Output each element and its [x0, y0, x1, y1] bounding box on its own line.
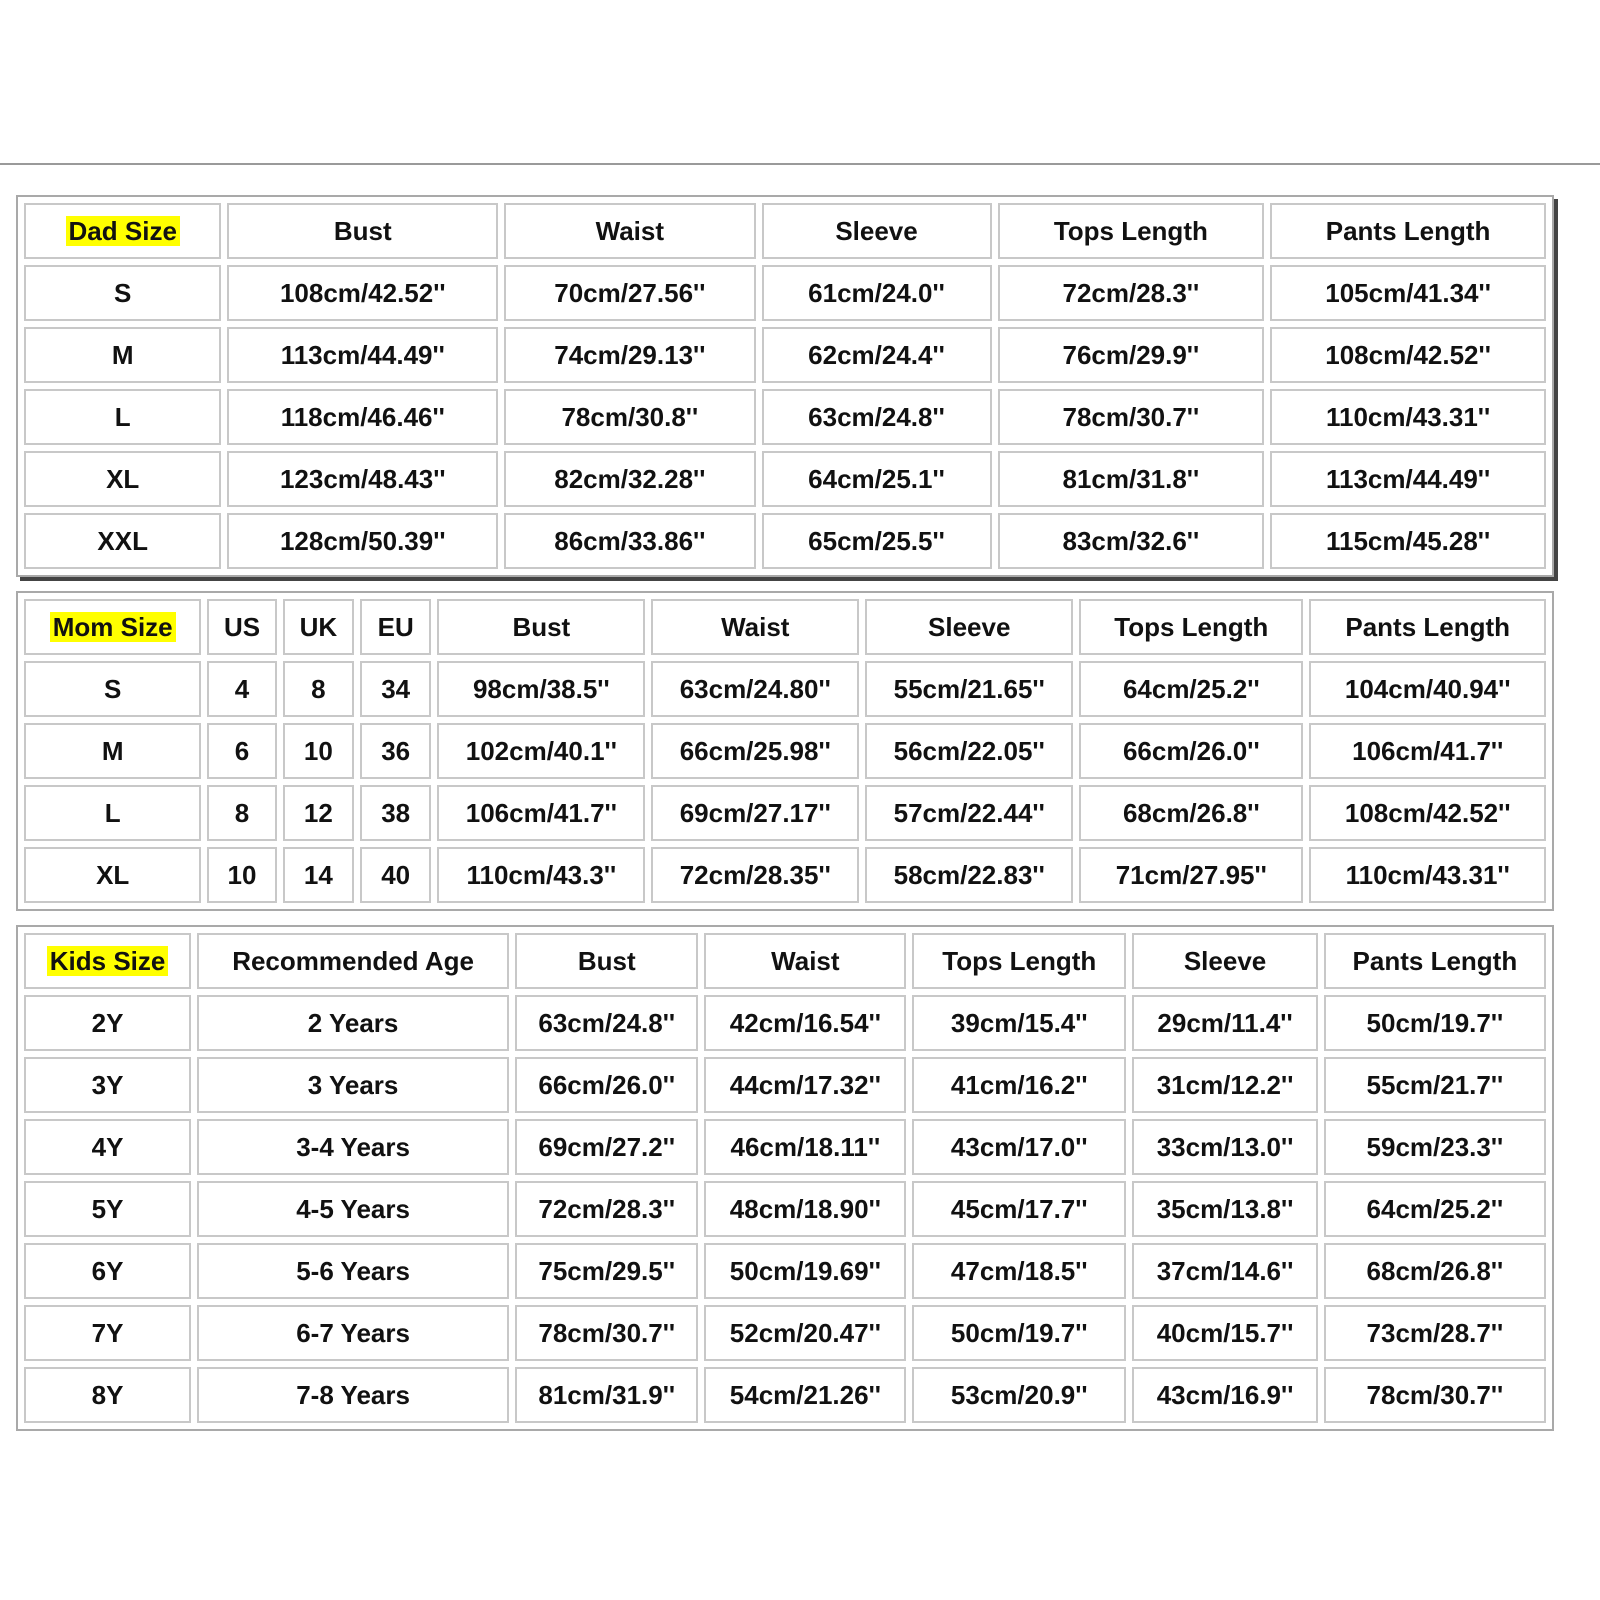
table-cell: 72cm/28.3'': [998, 265, 1265, 321]
table-cell: 14: [283, 847, 354, 903]
column-header: Tops Length: [1079, 599, 1303, 655]
table-cell: 78cm/30.7'': [998, 389, 1265, 445]
size-label: XXL: [24, 513, 221, 569]
table-cell: 3-4 Years: [197, 1119, 509, 1175]
kids-size-table: [16, 925, 1554, 1431]
table-cell: 36: [360, 723, 431, 779]
top-divider: [0, 163, 1600, 165]
table-cell: 46cm/18.11'': [704, 1119, 906, 1175]
table-cell: 38: [360, 785, 431, 841]
column-header: Bust: [227, 203, 498, 259]
column-header: Tops Length: [998, 203, 1265, 259]
size-label: XL: [24, 451, 221, 507]
table-cell: 78cm/30.7'': [515, 1305, 698, 1361]
column-header: Waist: [704, 933, 906, 989]
table-cell: 72cm/28.35'': [651, 847, 859, 903]
column-header: UK: [283, 599, 354, 655]
table-row: [24, 1057, 1546, 1113]
table-cell: 63cm/24.8'': [762, 389, 992, 445]
table-row: [24, 995, 1546, 1051]
table-cell: 83cm/32.6'': [998, 513, 1265, 569]
table-cell: 41cm/16.2'': [912, 1057, 1126, 1113]
table-cell: 108cm/42.52'': [1270, 327, 1546, 383]
size-label: 8Y: [24, 1367, 191, 1423]
table-cell: 78cm/30.8'': [504, 389, 755, 445]
table-cell: 50cm/19.7'': [1324, 995, 1546, 1051]
table-cell: 98cm/38.5'': [437, 661, 645, 717]
table-cell: 115cm/45.28'': [1270, 513, 1546, 569]
table-cell: 10: [207, 847, 276, 903]
size-label: M: [24, 327, 221, 383]
table-cell: 40cm/15.7'': [1132, 1305, 1317, 1361]
table-cell: 4-5 Years: [197, 1181, 509, 1237]
table-cell: 6: [207, 723, 276, 779]
table-cell: 55cm/21.65'': [865, 661, 1073, 717]
table-cell: 3 Years: [197, 1057, 509, 1113]
table-cell: 50cm/19.7'': [912, 1305, 1126, 1361]
table-cell: 61cm/24.0'': [762, 265, 992, 321]
mom-size-title: Mom Size: [24, 599, 201, 655]
table-row: [24, 785, 1546, 841]
table-cell: 37cm/14.6'': [1132, 1243, 1317, 1299]
table-cell: 50cm/19.69'': [704, 1243, 906, 1299]
column-header: Recommended Age: [197, 933, 509, 989]
table-cell: 7-8 Years: [197, 1367, 509, 1423]
size-label: 5Y: [24, 1181, 191, 1237]
table-row: [24, 1243, 1546, 1299]
table-row: [24, 661, 1546, 717]
column-header: EU: [360, 599, 431, 655]
column-header: Pants Length: [1270, 203, 1546, 259]
table-cell: 82cm/32.28'': [504, 451, 755, 507]
table-cell: 58cm/22.83'': [865, 847, 1073, 903]
table-cell: 78cm/30.7'': [1324, 1367, 1546, 1423]
table-cell: 5-6 Years: [197, 1243, 509, 1299]
table-cell: 73cm/28.7'': [1324, 1305, 1546, 1361]
table-cell: 105cm/41.34'': [1270, 265, 1546, 321]
table-cell: 62cm/24.4'': [762, 327, 992, 383]
table-cell: 64cm/25.2'': [1324, 1181, 1546, 1237]
table-cell: 65cm/25.5'': [762, 513, 992, 569]
table-cell: 118cm/46.46'': [227, 389, 498, 445]
table-cell: 8: [283, 661, 354, 717]
table-cell: 53cm/20.9'': [912, 1367, 1126, 1423]
size-label: S: [24, 265, 221, 321]
table-cell: 8: [207, 785, 276, 841]
table-cell: 70cm/27.56'': [504, 265, 755, 321]
column-header: Sleeve: [1132, 933, 1317, 989]
table-cell: 113cm/44.49'': [1270, 451, 1546, 507]
size-label: 2Y: [24, 995, 191, 1051]
table-row: [24, 1367, 1546, 1423]
table-cell: 72cm/28.3'': [515, 1181, 698, 1237]
table-cell: 40: [360, 847, 431, 903]
size-label: M: [24, 723, 201, 779]
table-row: [24, 451, 1546, 507]
size-label: L: [24, 389, 221, 445]
table-cell: 10: [283, 723, 354, 779]
table-cell: 12: [283, 785, 354, 841]
table-cell: 63cm/24.80'': [651, 661, 859, 717]
table-cell: 56cm/22.05'': [865, 723, 1073, 779]
table-cell: 68cm/26.8'': [1324, 1243, 1546, 1299]
size-label: XL: [24, 847, 201, 903]
table-cell: 110cm/43.31'': [1309, 847, 1546, 903]
table-cell: 102cm/40.1'': [437, 723, 645, 779]
column-header: Tops Length: [912, 933, 1126, 989]
table-cell: 43cm/16.9'': [1132, 1367, 1317, 1423]
table-cell: 63cm/24.8'': [515, 995, 698, 1051]
table-cell: 66cm/26.0'': [1079, 723, 1303, 779]
table-row: [24, 847, 1546, 903]
table-cell: 66cm/26.0'': [515, 1057, 698, 1113]
table-cell: 2 Years: [197, 995, 509, 1051]
size-label: S: [24, 661, 201, 717]
table-cell: 45cm/17.7'': [912, 1181, 1126, 1237]
table-cell: 75cm/29.5'': [515, 1243, 698, 1299]
table-cell: 39cm/15.4'': [912, 995, 1126, 1051]
size-label: 7Y: [24, 1305, 191, 1361]
dad-size-table: [16, 195, 1554, 577]
table-cell: 57cm/22.44'': [865, 785, 1073, 841]
size-label: L: [24, 785, 201, 841]
table-cell: 113cm/44.49'': [227, 327, 498, 383]
column-header: Sleeve: [865, 599, 1073, 655]
table-cell: 110cm/43.31'': [1270, 389, 1546, 445]
size-label: 6Y: [24, 1243, 191, 1299]
column-header: Pants Length: [1309, 599, 1546, 655]
dad-size-title: Dad Size: [24, 203, 221, 259]
table-cell: 33cm/13.0'': [1132, 1119, 1317, 1175]
table-cell: 64cm/25.1'': [762, 451, 992, 507]
table-cell: 69cm/27.2'': [515, 1119, 698, 1175]
table-cell: 81cm/31.8'': [998, 451, 1265, 507]
column-header: Waist: [651, 599, 859, 655]
table-cell: 55cm/21.7'': [1324, 1057, 1546, 1113]
table-header-row: [24, 203, 1546, 259]
table-cell: 6-7 Years: [197, 1305, 509, 1361]
table-header-row: [24, 599, 1546, 655]
size-label: 4Y: [24, 1119, 191, 1175]
table-cell: 34: [360, 661, 431, 717]
table-cell: 66cm/25.98'': [651, 723, 859, 779]
column-header: Sleeve: [762, 203, 992, 259]
table-cell: 59cm/23.3'': [1324, 1119, 1546, 1175]
table-cell: 52cm/20.47'': [704, 1305, 906, 1361]
table-row: [24, 1305, 1546, 1361]
table-cell: 71cm/27.95'': [1079, 847, 1303, 903]
kids-size-title: Kids Size: [24, 933, 191, 989]
table-cell: 64cm/25.2'': [1079, 661, 1303, 717]
table-cell: 54cm/21.26'': [704, 1367, 906, 1423]
table-cell: 31cm/12.2'': [1132, 1057, 1317, 1113]
column-header: Bust: [515, 933, 698, 989]
table-row: [24, 513, 1546, 569]
table-cell: 47cm/18.5'': [912, 1243, 1126, 1299]
table-header-row: [24, 933, 1546, 989]
table-cell: 110cm/43.3'': [437, 847, 645, 903]
column-header: Pants Length: [1324, 933, 1546, 989]
table-cell: 4: [207, 661, 276, 717]
table-row: [24, 389, 1546, 445]
table-cell: 29cm/11.4'': [1132, 995, 1317, 1051]
size-label: 3Y: [24, 1057, 191, 1113]
table-cell: 69cm/27.17'': [651, 785, 859, 841]
table-cell: 104cm/40.94'': [1309, 661, 1546, 717]
column-header: US: [207, 599, 276, 655]
table-cell: 44cm/17.32'': [704, 1057, 906, 1113]
table-cell: 108cm/42.52'': [1309, 785, 1546, 841]
table-cell: 123cm/48.43'': [227, 451, 498, 507]
mom-size-table: [16, 591, 1554, 911]
table-cell: 86cm/33.86'': [504, 513, 755, 569]
table-row: [24, 265, 1546, 321]
table-cell: 42cm/16.54'': [704, 995, 906, 1051]
table-cell: 106cm/41.7'': [437, 785, 645, 841]
table-cell: 76cm/29.9'': [998, 327, 1265, 383]
column-header: Waist: [504, 203, 755, 259]
table-row: [24, 723, 1546, 779]
table-cell: 48cm/18.90'': [704, 1181, 906, 1237]
table-cell: 128cm/50.39'': [227, 513, 498, 569]
table-cell: 43cm/17.0'': [912, 1119, 1126, 1175]
table-cell: 108cm/42.52'': [227, 265, 498, 321]
table-cell: 81cm/31.9'': [515, 1367, 698, 1423]
table-row: [24, 1181, 1546, 1237]
table-cell: 35cm/13.8'': [1132, 1181, 1317, 1237]
table-cell: 68cm/26.8'': [1079, 785, 1303, 841]
table-cell: 74cm/29.13'': [504, 327, 755, 383]
table-cell: 106cm/41.7'': [1309, 723, 1546, 779]
column-header: Bust: [437, 599, 645, 655]
table-row: [24, 1119, 1546, 1175]
table-row: [24, 327, 1546, 383]
